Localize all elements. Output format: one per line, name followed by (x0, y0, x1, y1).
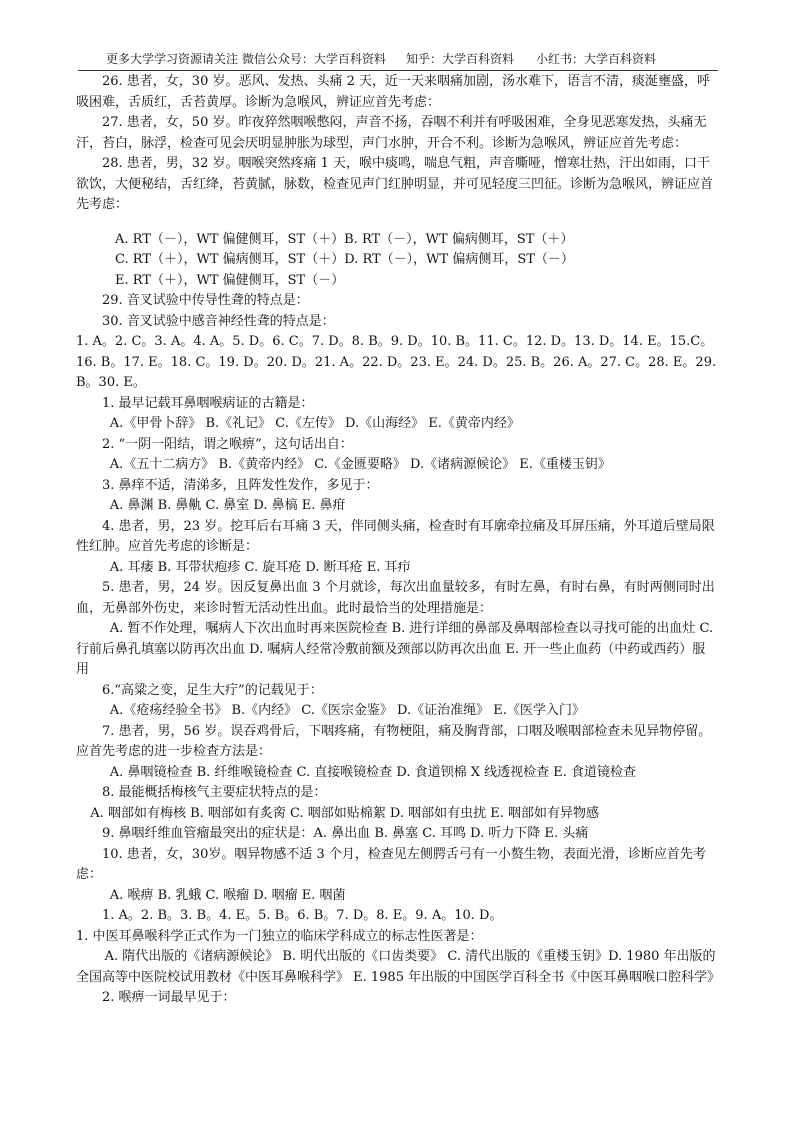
question-b2-options: A.《五十二病方》 B.《黄帝内经》 C.《金匮要略》 D.《诸病源候论》 E.《重楼玉钥》 (109, 457, 611, 472)
question-28: 28. 患者，男，32 岁。咽喉突然疼痛 1 天，喉中痰鸣，喘息气粗，声音嘶哑，憎寒壮热，汗出如雨，口干欲饮，大便秘结，舌红绛，苔黄腻，脉数，检查见声门红肿明显，并可见轻度三凹征。诊断为急喉风，辨证应首先考虑： (76, 156, 714, 212)
answer-key-2: 1. A。2. B。3. B。4. E。5. B。6. B。7. D。8. E。9. A。10. D。 (102, 908, 503, 923)
question-b8: 8. 最能概括梅核气主要症状特点的是： (102, 785, 327, 800)
page-header (78, 50, 718, 71)
shared-options-e: E. RT（＋），WT 偏健侧耳，ST（－） (115, 272, 345, 288)
question-b4: 4. 患者，男，23 岁。挖耳后右耳痛 3 天，伴同侧头痛，检查时有耳廓牵拉痛及耳屏压痛，外耳道后壁局限性红肿。应首先考虑的诊断是： (76, 518, 715, 554)
question-c1: 1. 中医耳鼻喉科学正式作为一门独立的临床学科成立的标志性医著是： (76, 928, 483, 944)
question-26: 26. 患者，女，30 岁。恶风、发热、头痛 2 天，近一天来咽痛加剧，汤水难下，语言不清，痰涎壅盛，呼吸困难，舌质红，舌苔黄厚。诊断为急喉风，辨证应首先考虑： (76, 74, 711, 110)
question-b5: 5. 患者，男，24 岁。因反复鼻出血 3 个月就诊，每次出血量较多，有时左鼻，有时右鼻，有时两侧同时出血，无鼻部外伤史，来诊时暂无活动性出血。此时最恰当的处理措施是： (76, 580, 715, 616)
header-zhihu-notice: 知乎：大学百科资料 (406, 52, 515, 66)
header-wechat-notice: 更多大学学习资源请关注 微信公众号：大学百科资料 (106, 52, 386, 66)
question-b7-options: A. 鼻咽镜检查 B. 纤维喉镜检查 C. 直接喉镜检查 D. 食道钡棉 X 线透视检查 E. 食道镜检查 (109, 764, 637, 780)
shared-options-ab: A. RT（－），WT 偏健侧耳，ST（＋）B. RT（－），WT 偏病侧耳，ST（＋） (115, 231, 574, 247)
question-30: 30. 音叉试验中感音神经性聋的特点是： (102, 313, 335, 329)
question-b2: 2. “一阴一阳结，谓之喉痹”，这句话出自： (102, 436, 353, 452)
question-b3-options: A. 鼻渊 B. 鼻鼽 C. 鼻室 D. 鼻槁 E. 鼻疳 (109, 498, 346, 513)
question-c1-options: A. 隋代出版的《诸病源候论》 B. 明代出版的《口齿类要》 C. 清代出版的《重楼玉钥》D. 1980 年出版的全国高等中医院校试用教材《中医耳鼻喉科学》 E. 1985 年出版的中国医学百科全书《中医耳鼻咽喉口腔科学》 (76, 949, 721, 985)
question-b6-options: A.《疮疡经验全书》 B.《内经》 C.《医宗金鉴》 D.《证治准绳》 E.《医学入门》 (109, 703, 585, 718)
header-xiaohongshu-notice: 小红书：大学百科资料 (536, 52, 657, 66)
question-b5-options: A. 暂不作处理，嘱病人下次出血时再来医院检查 B. 进行详细的鼻部及鼻咽部检查以寻找可能的出血灶 C. 行前后鼻孔填塞以防再次出血 D. 嘱病人经常冷敷前额及颈部以防再次出血 E. 开一些止血药（中药或西药）服用 (76, 621, 714, 677)
question-c2: 2. 喉痹一词最早见于： (102, 990, 236, 1005)
question-b4-options: A. 耳痿 B. 耳带状疱疹 C. 旋耳疮 D. 断耳疮 E. 耳疖 (109, 559, 411, 575)
answer-key-1: 1. A。2. C。3. A。4. A。5. D。6. C。7. D。8. B。9. D。10. B。11. C。12. D。13. D。14. E。15.C。16. B。17. E。18. C。19. D。20. D。21. A。22. D。23. E。24. D。25. B。26. A。27. C。28. E。29. B。30. E。 (76, 334, 717, 390)
question-b1-options: A.《甲骨卜辞》 B.《礼记》 C.《左传》 D.《山海经》 E.《黄帝内经》 (109, 416, 520, 431)
document-body (76, 72, 721, 1009)
spacer (76, 216, 718, 230)
shared-options-cd: C. RT（＋），WT 偏病侧耳，ST（＋）D. RT（－），WT 偏病侧耳，ST（－） (115, 252, 574, 267)
question-b9: 9. 鼻咽纤维血管瘤最突出的症状是：A. 鼻出血 B. 鼻塞 C. 耳鸣 D. 听力下降 E. 头痛 (102, 826, 589, 841)
question-b1: 1. 最早记载耳鼻咽喉病证的古籍是： (102, 395, 314, 411)
question-29: 29. 音叉试验中传导性聋的特点是： (102, 293, 309, 308)
question-b3: 3. 鼻痒不适，清涕多，且阵发性发作，多见于： (102, 477, 379, 493)
question-b7: 7. 患者，男，56 岁。误吞鸡骨后，下咽疼痛，有物梗阻，痛及胸背部，口咽及喉咽部检查未见异物停留。应首先考虑的进一步检查方法是： (76, 723, 712, 759)
question-27: 27. 患者，女，50 岁。昨夜猝然咽喉憋闷，声音不扬，吞咽不利并有呼吸困难，全身见恶寒发热，头痛无汗，苔白，脉浮，检查可见会厌明显肿胀为球型，声门水肿，开合不利。诊断为急喉风，辨证应首先考虑： (76, 115, 707, 151)
question-b10: 10. 患者，女，30岁。咽异物感不适 3 个月，检查见左侧腭舌弓有一小赘生物，表面光滑，诊断应首先考虑： (76, 846, 706, 882)
question-b8-options: A. 咽部如有梅核 B. 咽部如有炙脔 C. 咽部如贴棉絮 D. 咽部如有虫扰 E. 咽部如有异物感 (90, 805, 600, 821)
question-b10-options: A. 喉痹 B. 乳蛾 C. 喉瘤 D. 咽瘤 E. 咽菌 (109, 887, 346, 903)
question-b6: 6.“高粱之变，足生大疔”的记载见于： (102, 682, 323, 698)
